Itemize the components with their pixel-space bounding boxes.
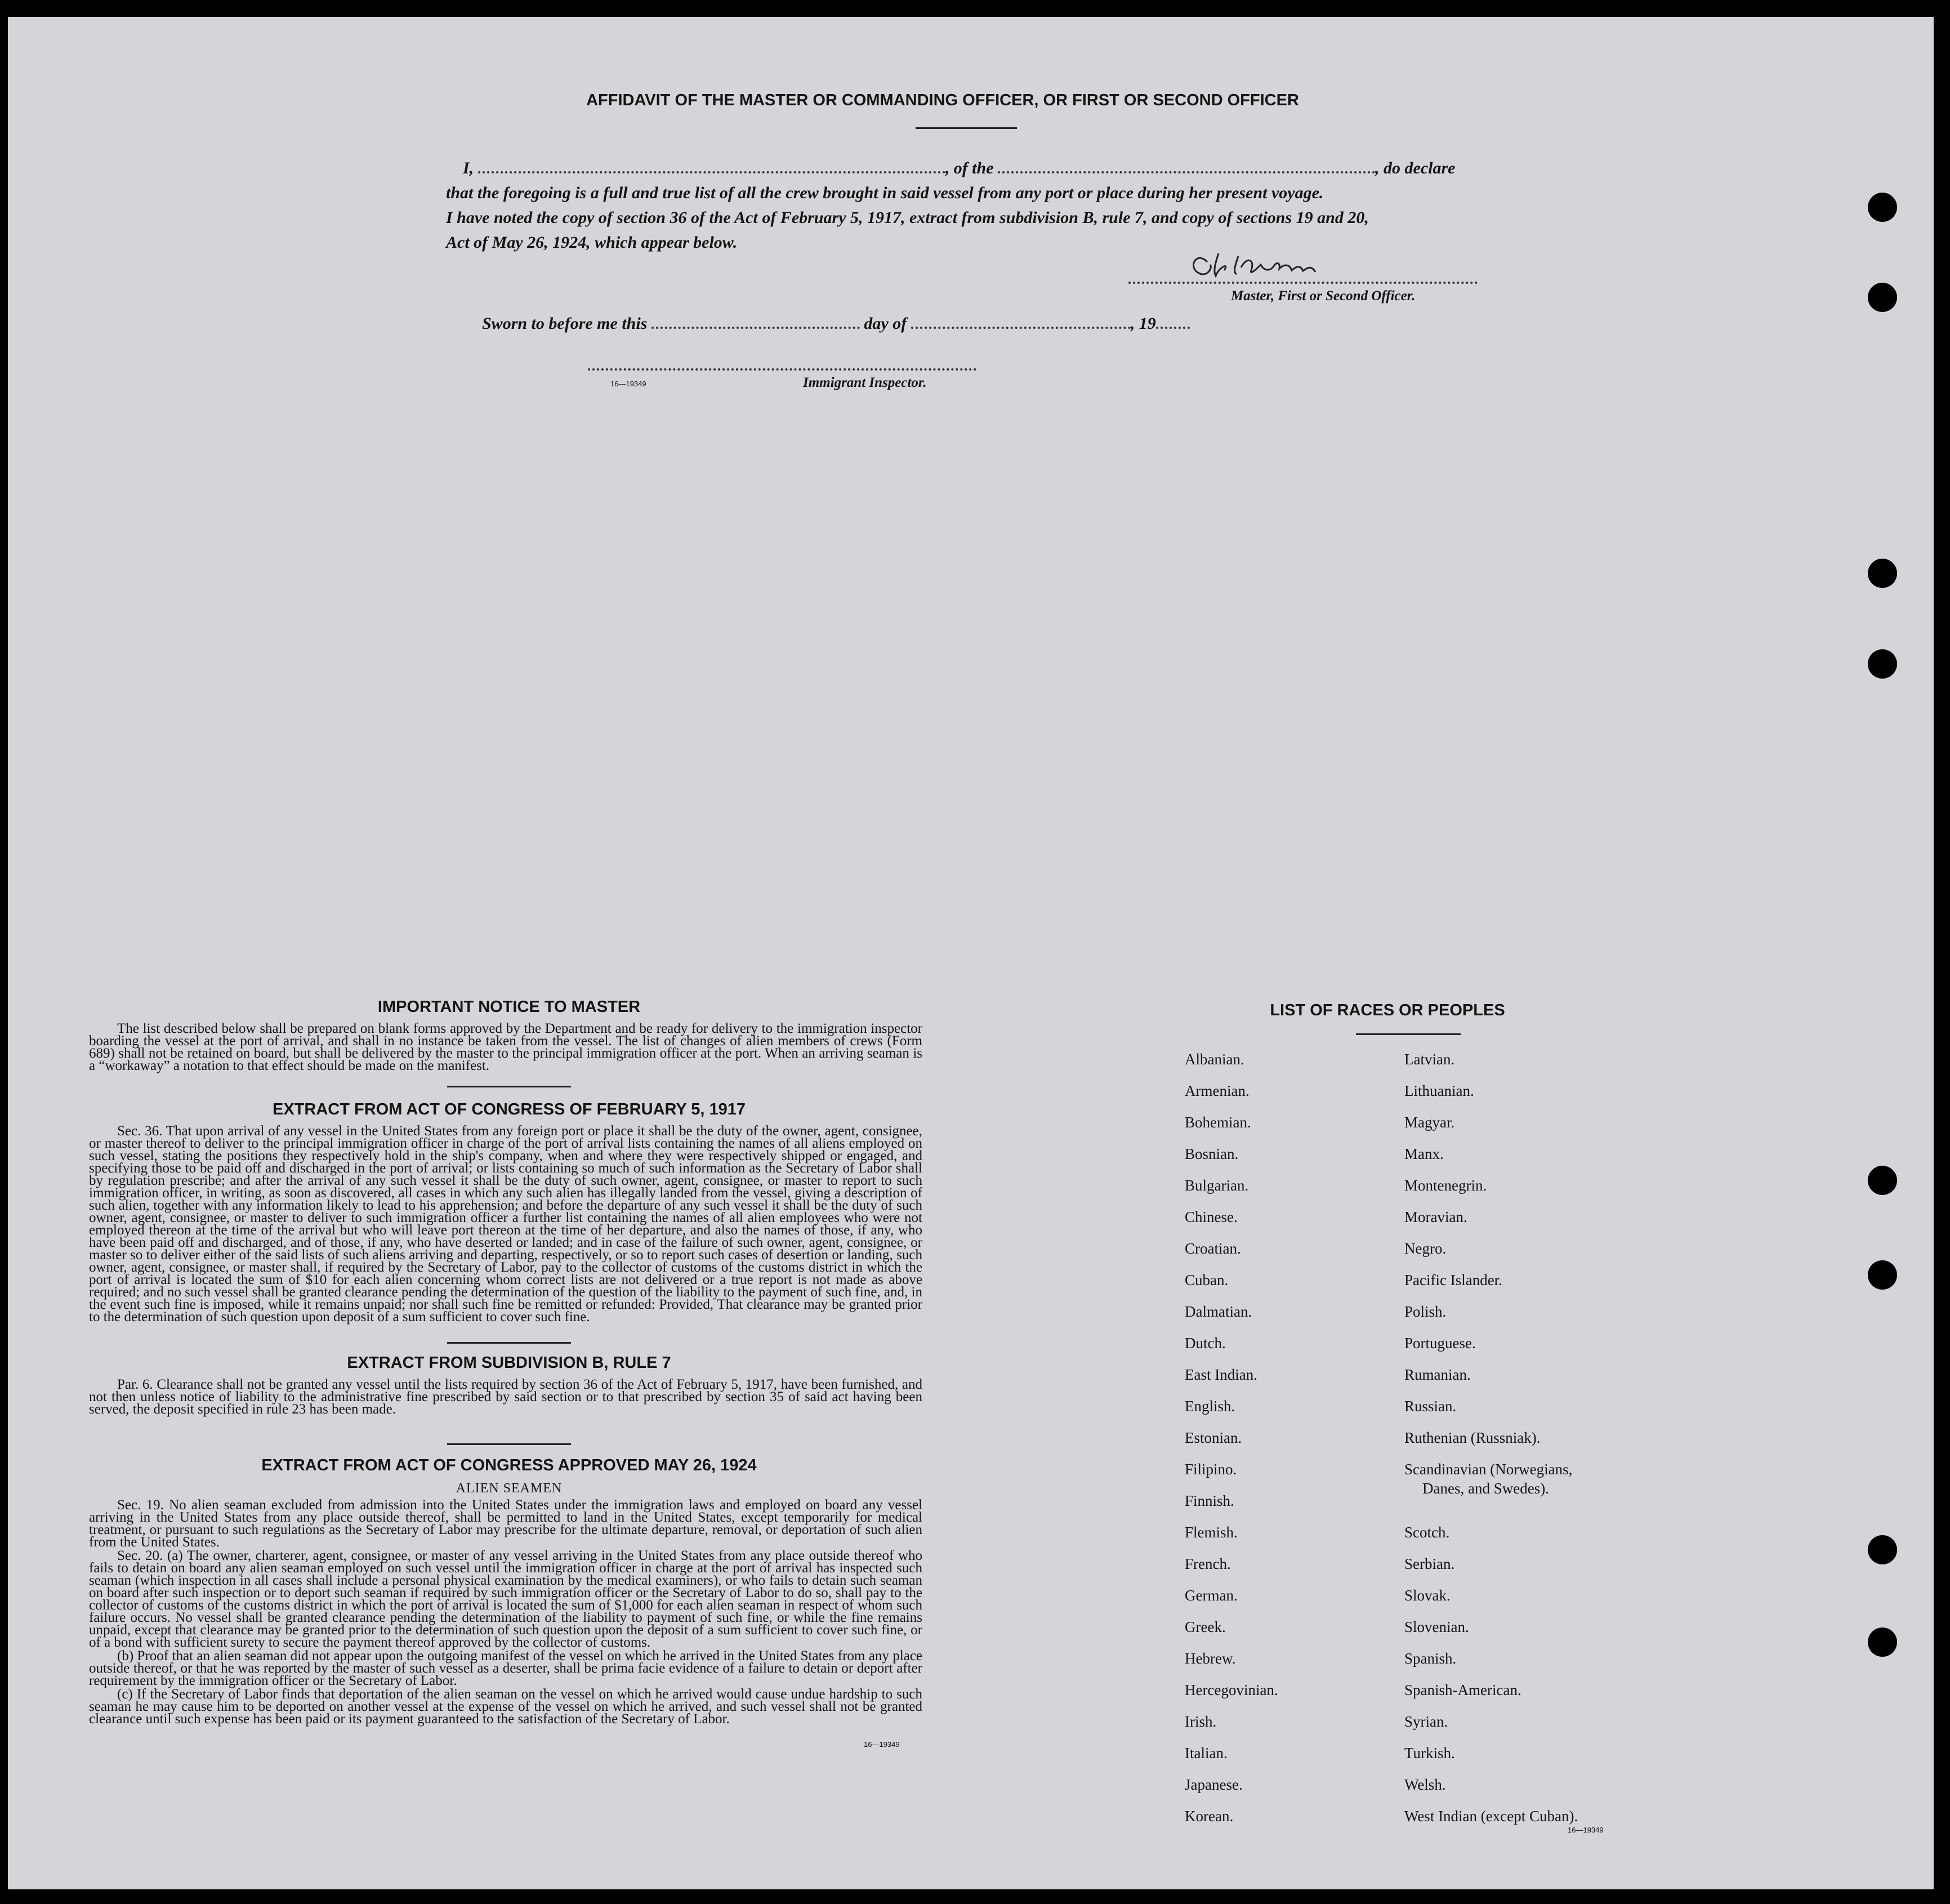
affidavit-declaration-line <box>463 159 1455 178</box>
declare-label: , do declare <box>1375 159 1456 177</box>
race-item: Welsh. <box>1404 1776 1446 1793</box>
divider <box>1356 1033 1461 1035</box>
signature-scribble <box>1185 245 1387 284</box>
race-item: Hercegovinian. <box>1185 1682 1278 1698</box>
extract-1924-subtitle: ALIEN SEAMEN <box>456 1481 563 1496</box>
race-item: Spanish. <box>1404 1650 1457 1667</box>
sec-20a: Sec. 20. (a) The owner, charterer, agent, consignee, or master of any vessel arriving in the United States from any place outside thereof who fails to detain on board any alien seaman employed on such vessel until the immigration officer in charge at the port of arrival has inspected such seaman (which inspection in all cases shall include a personal physical examination by the medical examiners), or who fails to detain such seaman on board after such inspection or to deport such seaman if required by such immigration officer or the Secretary of Labor to do so, shall pay to the collector of customs of the customs district in which the port of arrival is located the sum of $1,000 for each alien seaman in respect of whom such failure occurs. No vessel shall be granted clearance pending the determination of the liability to payment of such fine, or while the fine remains unpaid, except that clearance may be granted prior to the determination of such question upon the deposit of a sum sufficient to cover such fine, or of a bond with sufficient surety to secure the payment thereof approved by the collector of customs. <box>89 1548 922 1650</box>
affidavit-line-4: Act of May 26, 1924, which appear below. <box>446 233 738 252</box>
race-item: Slovenian. <box>1404 1618 1469 1635</box>
affidavit-title: AFFIDAVIT OF THE MASTER OR COMMANDING OFFICER, OR FIRST OR SECOND OFFICER <box>586 91 1299 109</box>
race-item: Armenian. <box>1185 1082 1250 1099</box>
race-item: Dalmatian. <box>1185 1303 1252 1320</box>
race-item: Spanish-American. <box>1404 1682 1521 1698</box>
race-item: Serbian. <box>1404 1555 1455 1572</box>
notice-title: IMPORTANT NOTICE TO MASTER <box>377 998 641 1016</box>
race-item: Latvian. <box>1404 1051 1455 1068</box>
race-item: English. <box>1185 1398 1235 1415</box>
document-page <box>8 17 1934 1889</box>
divider <box>916 127 1017 129</box>
race-item: Magyar. <box>1404 1114 1455 1131</box>
punch-hole <box>1868 1166 1897 1195</box>
sworn-label: Sworn to before me this <box>482 314 648 333</box>
extract-1924-body <box>89 1499 922 1727</box>
form-number: 16—19349 <box>1568 1826 1604 1834</box>
inspector-caption: Immigrant Inspector. <box>803 375 927 390</box>
race-item: Filipino. <box>1185 1461 1237 1478</box>
race-item: Portuguese. <box>1404 1335 1476 1352</box>
punch-hole <box>1868 1260 1897 1290</box>
race-item: Syrian. <box>1404 1713 1448 1730</box>
extract-rule7-title: EXTRACT FROM SUBDIVISION B, RULE 7 <box>347 1354 671 1372</box>
race-item: Turkish. <box>1404 1745 1455 1762</box>
divider <box>447 1443 571 1445</box>
race-item: Lithuanian. <box>1404 1082 1474 1099</box>
race-item: Moravian. <box>1404 1209 1467 1225</box>
race-item: Polish. <box>1404 1303 1447 1320</box>
i-label: I, <box>463 159 474 177</box>
day-of-label: day of <box>864 314 907 333</box>
signature-line <box>1128 282 1478 284</box>
races-title: LIST OF RACES OR PEOPLES <box>1270 1001 1505 1019</box>
race-item: Ruthenian (Russniak). <box>1404 1429 1541 1446</box>
year-label: , 19 <box>1130 314 1156 333</box>
race-item: East Indian. <box>1185 1366 1257 1383</box>
race-item: Danes, and Swedes). <box>1422 1480 1549 1497</box>
race-item: Flemish. <box>1185 1524 1238 1541</box>
sworn-year-field[interactable] <box>1156 327 1190 329</box>
race-item: Rumanian. <box>1404 1366 1471 1383</box>
race-item: Russian. <box>1404 1398 1457 1415</box>
signature-caption: Master, First or Second Officer. <box>1231 288 1416 304</box>
extract-1924-title: EXTRACT FROM ACT OF CONGRESS APPROVED MAY 26, 1924 <box>261 1456 757 1474</box>
form-number: 16—19349 <box>610 380 646 388</box>
race-item: Scotch. <box>1404 1524 1450 1541</box>
punch-hole <box>1868 1627 1897 1657</box>
punch-hole <box>1868 1535 1897 1564</box>
affidavit-line-3: I have noted the copy of section 36 of the Act of February 5, 1917, extract from subdivision B, rule 7, and copy of sections 19 and 20, <box>446 208 1369 227</box>
race-item: Bohemian. <box>1185 1114 1251 1131</box>
race-item: Irish. <box>1185 1713 1217 1730</box>
race-item: Scandinavian (Norwegians, <box>1404 1461 1573 1478</box>
sec-19: Sec. 19. No alien seaman excluded from admission into the United States under the immigration laws and employed on board any vessel arriving in the United States from any place outside thereof, shall be permitted to land in the United States, except temporarily for medical treatment, or pursuant to such regulations as the Secretary of Labor may prescribe for the ultimate departure, removal, or deportation of such alien from the United States. <box>89 1497 922 1550</box>
extract-1917-title: EXTRACT FROM ACT OF CONGRESS OF FEBRUARY 5, 1917 <box>272 1100 746 1118</box>
race-item: French. <box>1185 1555 1231 1572</box>
sworn-month-field[interactable] <box>911 327 1131 329</box>
notice-body: The list described below shall be prepared on blank forms approved by the Department and be ready for delivery to the immigration inspector boarding the vessel at the port of arrival, and shall in no instance be taken from the vessel. The list of changes of alien members of crews (Form 689) shall not be retained on board, but shall be delivered by the master to the principal immigration officer at the port. When an arriving seaman is a “workaway” a notation to that effect should be made on the manifest. <box>89 1021 922 1073</box>
race-item: Slovak. <box>1404 1587 1451 1604</box>
race-item: Albanian. <box>1185 1051 1244 1068</box>
affidavit-line-2: that the foregoing is a full and true list of all the crew brought in said vessel from any port or place during her present voyage. <box>446 184 1324 202</box>
punch-hole <box>1868 283 1897 312</box>
sec-20b: (b) Proof that an alien seaman did not appear upon the outgoing manifest of the vessel on which he arrived in the United States from any place outside thereof, or that he was reported by the master of such vessel as a deserter, shall be prima facie evidence of a failure to detain or deport after requirement by the immigration officer or the Secretary of Labor. <box>89 1648 922 1688</box>
race-item: Hebrew. <box>1185 1650 1236 1667</box>
race-item: Greek. <box>1185 1618 1226 1635</box>
race-item: Finnish. <box>1185 1492 1234 1509</box>
race-item: West Indian (except Cuban). <box>1404 1808 1578 1825</box>
race-item: Montenegrin. <box>1404 1177 1487 1194</box>
of-the-label: , of the <box>945 159 994 177</box>
race-item: German. <box>1185 1587 1238 1604</box>
extract-1917-body: Sec. 36. That upon arrival of any vessel in the United States from any foreign port or place it shall be the duty of the owner, agent, consignee, or master thereof to deliver to the principal immigration officer in charge of the port of arrival lists containing the names of all aliens employed on such vessel, stating the positions they respectively hold in the ship's company, when and where they were respectively shipped or engaged, and specifying those to be paid off and discharged in the port of arrival; or lists containing so much of such information as the Secretary of Labor shall by regulation prescribe; and after the arrival of any such vessel it shall be the duty of such owner, agent, consignee, or master to report to such immigration officer, in writing, as soon as discovered, all cases in which any such alien has illegally landed from the vessel, giving a description of such alien, together with any information likely to lead to his apprehension; and before the departure of any such vessel it shall be the duty of such owner, agent, consignee, or master to deliver to such immigration officer a further list containing the names of all alien employees who were not employed thereon at the time of the arrival but who will leave port thereon at the time of her departure, and also the names of those, if any, who have been paid off and discharged, and of those, if any, who have deserted or landed; and in case of the failure of such owner, agent, consignee, or master so to deliver either of the said lists of such aliens arriving and departing, respectively, or so to report such cases of desertion or landing, such owner, agent, consignee, or master shall, if required by the Secretary of Labor, pay to the collector of customs of the customs district in which the port of arrival is located the sum of $10 for each alien concerning whom correct lists are not delivered or a true report is not made as above required; and no such vessel shall be granted clearance pending the determination of the question of the liability to the payment of such fine, and, in the event such fine is imposed, while it remains unpaid; nor shall such fine be remitted or refunded: Provided, That clearance may be granted prior to the determination of such question upon deposit of a sum sufficient to cover such fine. <box>89 1123 922 1325</box>
race-item: Japanese. <box>1185 1776 1243 1793</box>
race-item: Pacific Islander. <box>1404 1272 1502 1288</box>
race-item: Chinese. <box>1185 1209 1238 1225</box>
name-field[interactable] <box>478 171 945 173</box>
race-item: Cuban. <box>1185 1272 1229 1288</box>
sworn-day-field[interactable] <box>652 327 860 329</box>
race-item: Dutch. <box>1185 1335 1226 1352</box>
sworn-line <box>482 314 1190 333</box>
signature <box>1185 245 1387 284</box>
race-item: Manx. <box>1404 1145 1444 1162</box>
inspector-line <box>588 368 976 371</box>
race-item: Bulgarian. <box>1185 1177 1249 1194</box>
race-item: Italian. <box>1185 1745 1228 1762</box>
punch-hole <box>1868 649 1897 679</box>
race-item: Croatian. <box>1185 1240 1241 1257</box>
race-item: Negro. <box>1404 1240 1447 1257</box>
race-item: Estonian. <box>1185 1429 1242 1446</box>
vessel-field[interactable] <box>998 171 1375 173</box>
form-number: 16—19349 <box>864 1740 900 1749</box>
extract-rule7-body: Par. 6. Clearance shall not be granted any vessel until the lists required by section 36 of the Act of February 5, 1917, have been furnished, and not then unless notice of liability to the administrative fine prescribed by said section or to that prescribed by section 35 of said act having been served, the deposit specified in rule 23 has been made. <box>89 1377 922 1417</box>
divider <box>447 1086 571 1087</box>
sec-20c: (c) If the Secretary of Labor finds that deportation of the alien seaman on the vessel on which he arrived would cause undue hardship to such seaman he may cause him to be deported on another vessel at the expense of the vessel on which he arrived, and such vessel shall not be granted clearance until such expense has been paid or its payment guaranteed to the satisfaction of the Secretary of Labor. <box>89 1687 922 1727</box>
punch-hole <box>1868 193 1897 222</box>
punch-hole <box>1868 559 1897 588</box>
race-item: Bosnian. <box>1185 1145 1239 1162</box>
divider <box>447 1342 571 1344</box>
race-item: Korean. <box>1185 1808 1234 1825</box>
